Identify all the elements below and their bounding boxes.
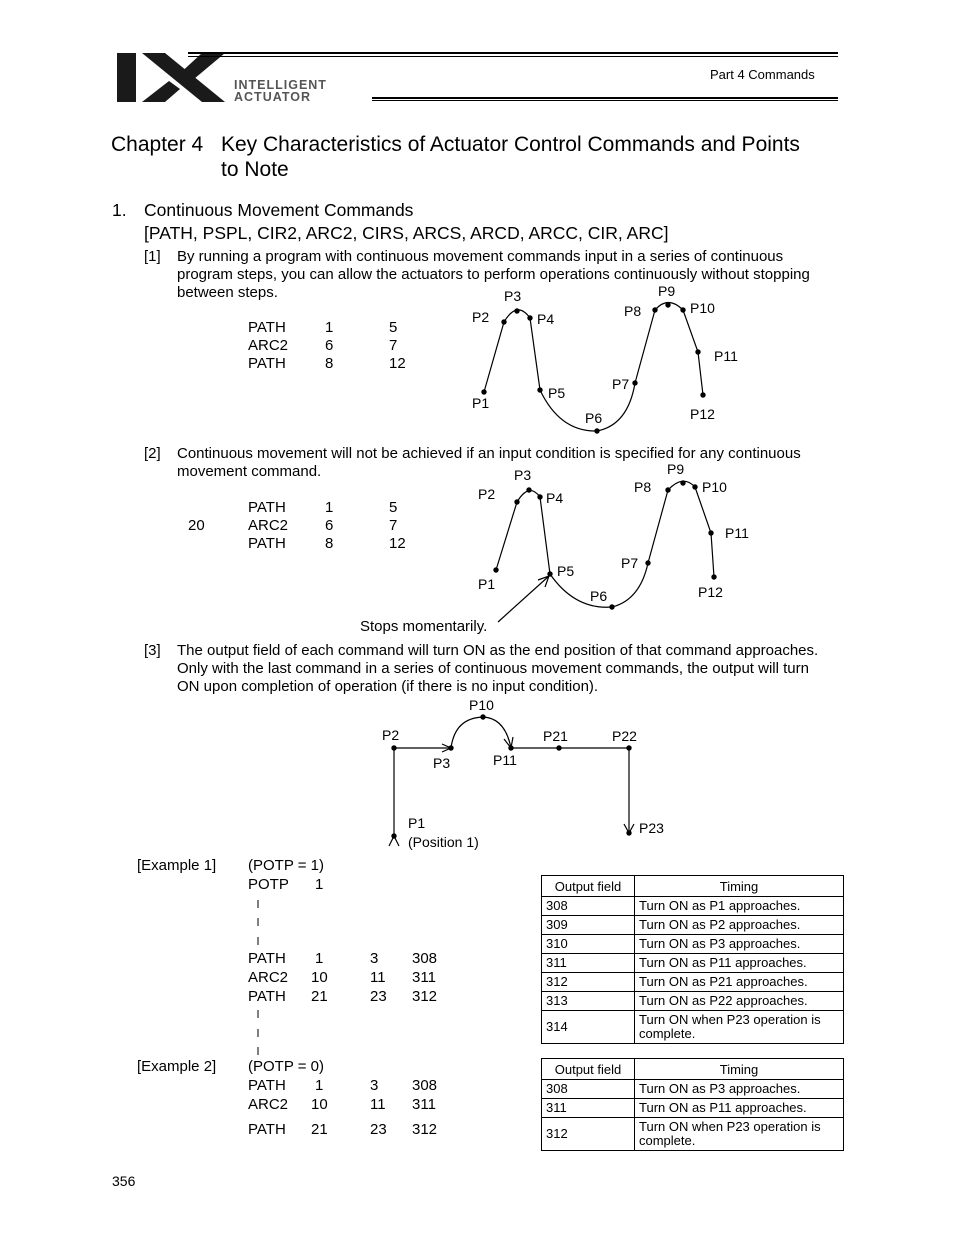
program-op1: 10 (311, 969, 328, 986)
program-op1: 6 (325, 337, 334, 354)
table-row (542, 992, 844, 1011)
output-timing-table-2 (541, 1058, 844, 1151)
cell: 308 (542, 897, 635, 916)
table-row (542, 1099, 844, 1118)
point-label: P11 (725, 525, 749, 541)
diagram3-labels (382, 697, 664, 850)
program-op1: 10 (311, 1096, 328, 1113)
cell: Turn ON as P3 approaches. (635, 1080, 844, 1099)
point-label: P2 (478, 486, 496, 502)
cell: 310 (542, 935, 635, 954)
program-cmd: PATH (248, 1077, 286, 1094)
point-label: P3 (514, 467, 532, 483)
program-cmd: ARC2 (248, 517, 289, 534)
section-number: 1. (112, 200, 127, 220)
program-output: 312 (412, 988, 438, 1005)
program-cmd: ARC2 (248, 337, 289, 354)
table-row (542, 1080, 844, 1099)
item-text: program steps, you can allow the actuators to perform operations continuously without stopping (177, 266, 810, 283)
column-header: Timing (635, 1059, 844, 1080)
cell: 313 (542, 992, 635, 1011)
cell: 312 (542, 973, 635, 992)
point-label: P1 (478, 576, 496, 592)
point-label: P12 (698, 584, 723, 600)
program-cmd: PATH (248, 499, 286, 516)
program-op1: 8 (325, 355, 334, 372)
table-row (542, 935, 844, 954)
point-label: P5 (557, 563, 575, 579)
logo-text-line1: INTELLIGENT (234, 78, 327, 92)
column-header: Timing (635, 876, 844, 897)
program-output: 312 (412, 1121, 438, 1138)
program-op1: 21 (311, 1121, 328, 1138)
point-label: P4 (537, 311, 555, 327)
cell: Turn ON as P11 approaches. (635, 1099, 844, 1118)
program-op1: 1 (315, 876, 324, 893)
item-text: movement command. (177, 463, 322, 480)
section-commands: [PATH, PSPL, CIR2, ARC2, CIRS, ARCS, ARCD, ARCC, CIR, ARC] (144, 223, 669, 243)
item-marker: [3] (144, 642, 161, 659)
table-row (542, 1118, 844, 1151)
header-section: Part 4 Commands (710, 67, 815, 82)
item-marker: [1] (144, 248, 161, 265)
program-cmd: PATH (248, 1121, 286, 1138)
program-output: 311 (412, 1096, 436, 1113)
stop-note: Stops momentarily. (360, 618, 488, 635)
point-label: P23 (639, 820, 664, 836)
chapter-label: Chapter 4 (111, 133, 204, 156)
point-label: P6 (590, 588, 608, 604)
cell: 311 (542, 1099, 635, 1118)
point-label: P11 (493, 752, 517, 768)
point-label: P8 (634, 479, 652, 495)
point-label: P9 (658, 283, 676, 299)
point-label: P12 (690, 406, 715, 422)
cell: Turn ON when P23 operation is complete. (635, 1118, 844, 1151)
program-op1: 1 (325, 319, 334, 336)
point-label: P5 (548, 385, 566, 401)
stop-arrow (498, 576, 549, 622)
cell: Turn ON as P11 approaches. (635, 954, 844, 973)
column-header: Output field (542, 876, 635, 897)
table-row (542, 1011, 844, 1044)
point-label: P1 (408, 815, 426, 831)
point-label: P2 (472, 309, 490, 325)
item-marker: [2] (144, 445, 161, 462)
path-diagram-3 (394, 717, 629, 836)
program-op1: 8 (325, 535, 334, 552)
page-number: 356 (112, 1173, 136, 1189)
section-title: Continuous Movement Commands (144, 200, 414, 220)
item-text: ON upon completion of operation (if there is no input condition). (177, 678, 599, 695)
table-row (542, 897, 844, 916)
program-op1: 1 (315, 950, 324, 967)
program-op1: 1 (325, 499, 334, 516)
cell: Turn ON as P3 approaches. (635, 935, 844, 954)
program-op2: 5 (389, 499, 398, 516)
example-label: [Example 1] (137, 857, 217, 874)
cell: 311 (542, 954, 635, 973)
point-label: P7 (621, 555, 639, 571)
cell: Turn ON as P22 approaches. (635, 992, 844, 1011)
program-op2: 7 (389, 337, 398, 354)
program-op2: 3 (370, 1077, 379, 1094)
program-op2: 23 (370, 1121, 387, 1138)
program-op2: 12 (389, 355, 406, 372)
program-op2: 11 (370, 1096, 386, 1113)
point-label: P22 (612, 728, 637, 744)
logo-text-line2: ACTUATOR (234, 90, 311, 104)
potp-setting: (POTP = 0) (248, 1058, 324, 1075)
program-cmd: PATH (248, 535, 286, 552)
table-row (542, 973, 844, 992)
point-label: P3 (433, 755, 451, 771)
program-op1: 1 (315, 1077, 324, 1094)
output-timing-table-1 (541, 875, 844, 1044)
program-cmd: ARC2 (248, 1096, 289, 1113)
program-op1: 6 (325, 517, 334, 534)
item-text: The output field of each command will turn ON as the end position of that command approaches. (177, 642, 819, 659)
item-text: Only with the last command in a series of continuous movement commands, the output will turn (177, 660, 809, 677)
program-cmd: PATH (248, 319, 286, 336)
program-op1: 21 (311, 988, 328, 1005)
position-note: (Position 1) (408, 834, 479, 850)
cell: 308 (542, 1080, 635, 1099)
cell: Turn ON as P21 approaches. (635, 973, 844, 992)
program-output: 308 (412, 1077, 438, 1094)
program-cmd: POTP (248, 876, 289, 893)
cell: Turn ON as P1 approaches. (635, 897, 844, 916)
program-cmd: PATH (248, 950, 286, 967)
program-output: 308 (412, 950, 438, 967)
program-op2: 12 (389, 535, 406, 552)
point-label: P4 (546, 490, 564, 506)
column-header: Output field (542, 1059, 635, 1080)
example-label: [Example 2] (137, 1058, 217, 1075)
point-label: P2 (382, 727, 400, 743)
point-label: P8 (624, 303, 642, 319)
point-label: P10 (702, 479, 727, 495)
point-label: P10 (469, 697, 494, 713)
cell: 314 (542, 1011, 635, 1044)
program-cmd: PATH (248, 988, 286, 1005)
item-text: By running a program with continuous movement commands input in a series of continuous (177, 248, 784, 265)
program-input: 20 (188, 517, 205, 534)
program-output: 311 (412, 969, 436, 986)
point-label: P9 (667, 461, 685, 477)
chapter-title-cont: to Note (221, 158, 289, 181)
program-op2: 23 (370, 988, 387, 1005)
point-label: P1 (472, 395, 490, 411)
chapter-title: Key Characteristics of Actuator Control Commands and Points (221, 133, 800, 156)
program-op2: 11 (370, 969, 386, 986)
program-op2: 3 (370, 950, 379, 967)
point-label: P3 (504, 288, 522, 304)
point-label: P21 (543, 728, 568, 744)
potp-setting: (POTP = 1) (248, 857, 324, 874)
program-cmd: ARC2 (248, 969, 289, 986)
point-label: P11 (714, 348, 738, 364)
cell: Turn ON when P23 operation is complete. (635, 1011, 844, 1044)
item-text: Continuous movement will not be achieved if an input condition is specified for any continuous (177, 445, 801, 462)
point-label: P10 (690, 300, 715, 316)
program-cmd: PATH (248, 355, 286, 372)
point-label: P7 (612, 376, 630, 392)
table-row (542, 916, 844, 935)
cell: 309 (542, 916, 635, 935)
point-label: P6 (585, 410, 603, 426)
table-row (542, 954, 844, 973)
item-text: between steps. (177, 284, 278, 301)
program-op2: 5 (389, 319, 398, 336)
cell: 312 (542, 1118, 635, 1151)
cell: Turn ON as P2 approaches. (635, 916, 844, 935)
program-op2: 7 (389, 517, 398, 534)
